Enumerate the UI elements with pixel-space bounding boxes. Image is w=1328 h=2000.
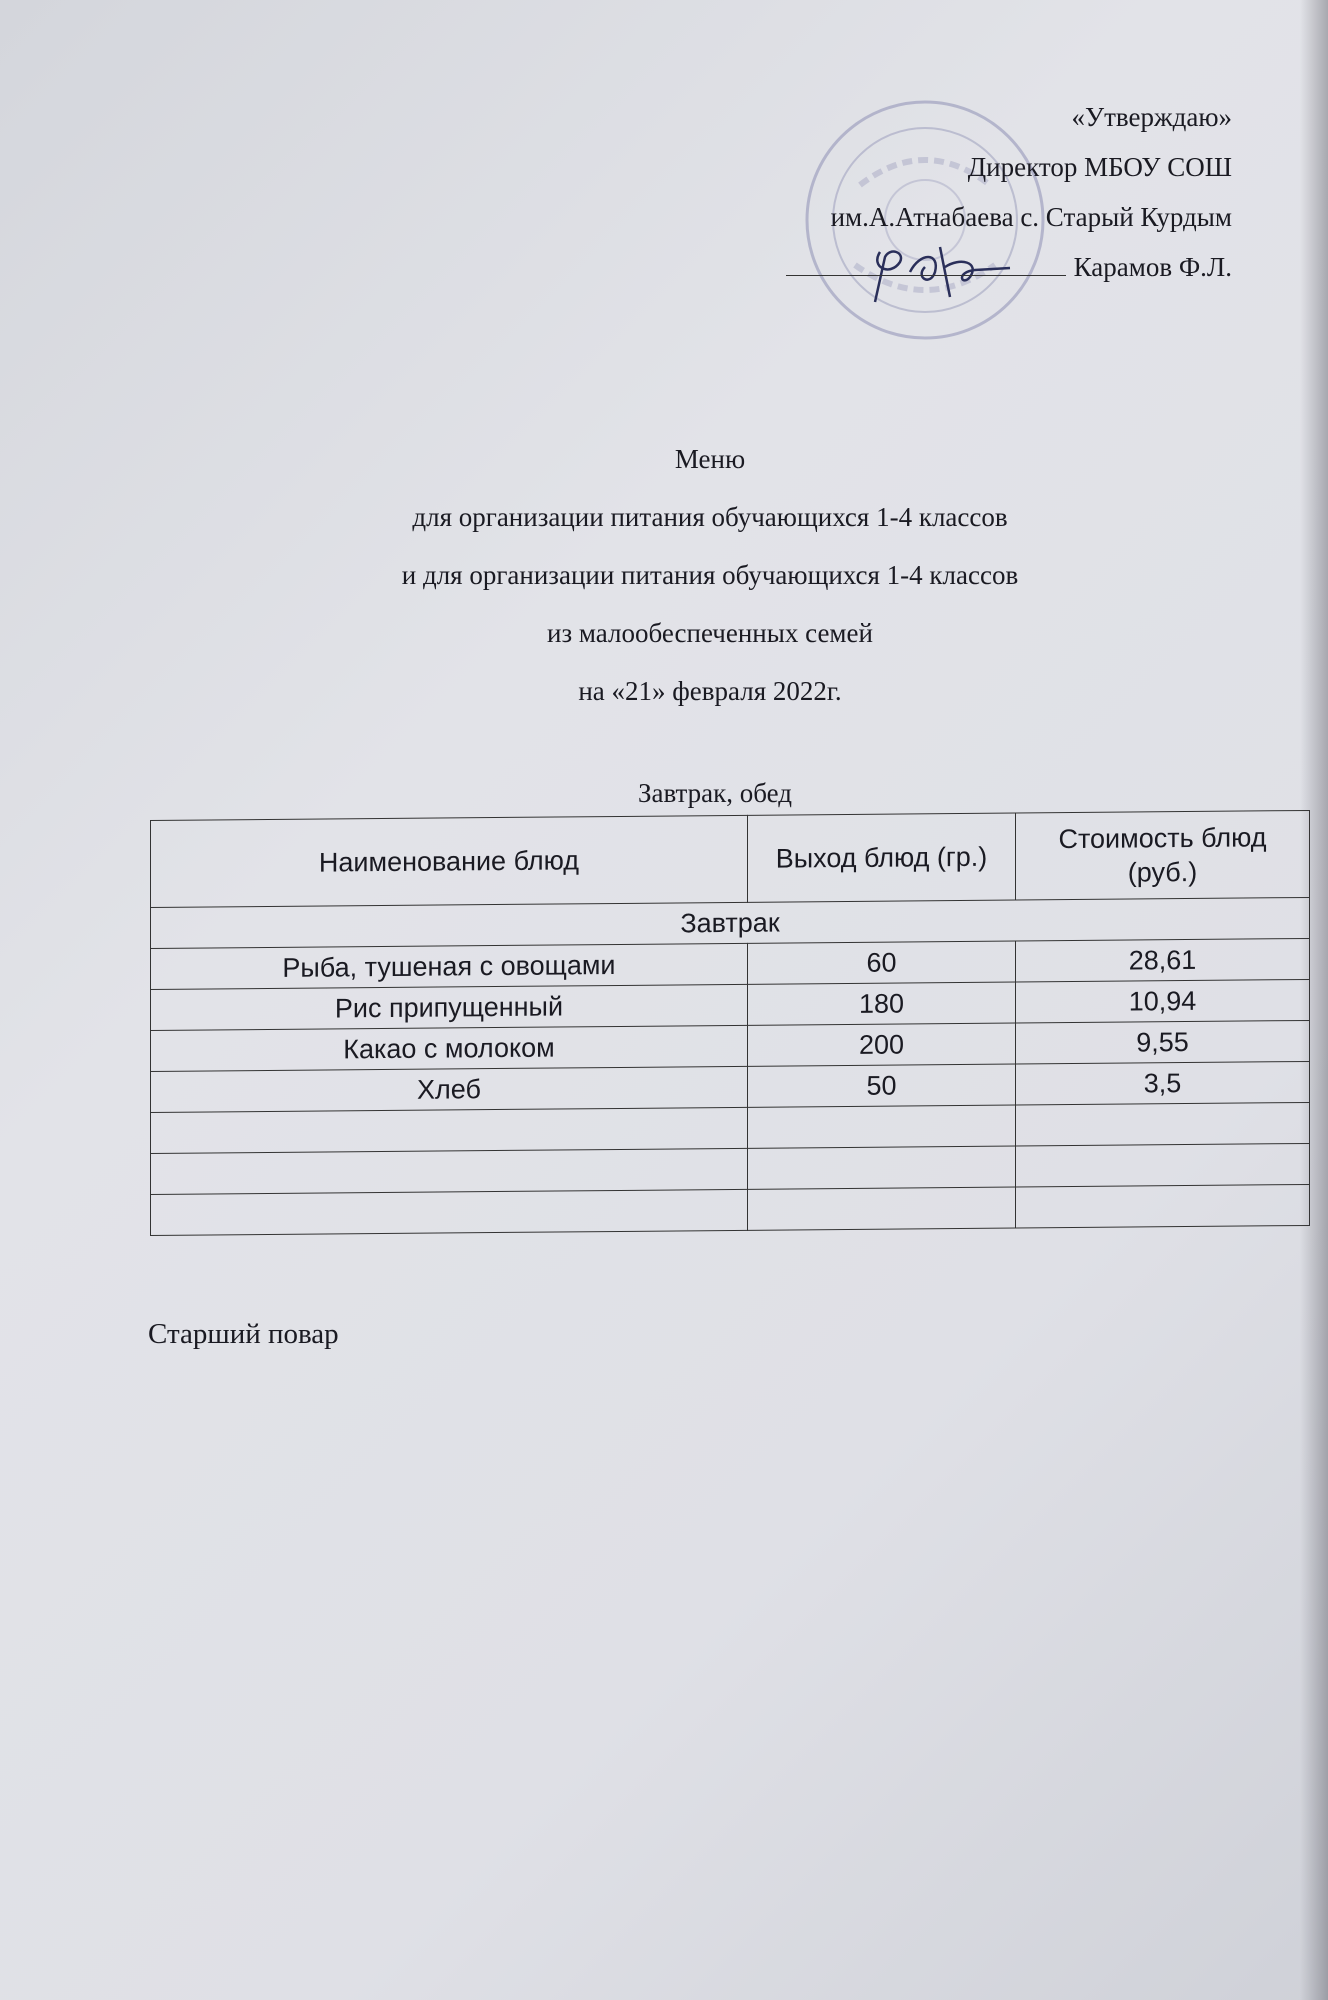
cell-cost: [1016, 1184, 1310, 1228]
title-line-4: из малообеспеченных семей: [547, 618, 873, 648]
chief-cook-label: Старший повар: [148, 1318, 339, 1350]
approval-signature-row: [632, 242, 1232, 292]
title-line-2: для организации питания обучающихся 1-4 классов: [412, 502, 1008, 532]
menu-table: [150, 810, 1310, 1236]
menu-title-block: [120, 430, 1300, 720]
approval-position: Директор МБОУ СОШ: [967, 152, 1232, 182]
cell-dish: Рис припущенный: [151, 984, 748, 1030]
title-line-1: Меню: [674, 444, 746, 474]
cell-dish: Хлеб: [151, 1066, 748, 1112]
header-dish-name: Наименование блюд: [151, 815, 748, 907]
cell-yield: 50: [747, 1064, 1015, 1107]
cell-cost: 9,55: [1016, 1020, 1310, 1064]
cell-yield: [747, 1146, 1015, 1189]
approval-block: [632, 92, 1232, 292]
cell-yield: 60: [747, 941, 1015, 984]
header-cost: Стоимость блюд (руб.): [1016, 810, 1310, 900]
approval-heading: «Утверждаю»: [1071, 102, 1232, 132]
cell-dish: Какао с молоком: [151, 1025, 748, 1071]
cell-yield: [747, 1105, 1015, 1148]
cell-dish: [151, 1107, 748, 1153]
cell-dish: Рыба, тушеная с овощами: [151, 943, 748, 989]
cell-yield: 200: [747, 1023, 1015, 1066]
section-title: Завтрак, обед: [637, 778, 793, 808]
table-header-row: [151, 810, 1310, 907]
cell-yield: 180: [747, 982, 1015, 1025]
cell-cost: [1016, 1102, 1310, 1146]
signature-line: [786, 257, 1066, 276]
cell-cost: 28,61: [1016, 938, 1310, 982]
group-breakfast: Завтрак: [151, 897, 1310, 948]
cell-yield: [747, 1187, 1015, 1230]
cell-cost: 3,5: [1016, 1061, 1310, 1105]
approval-school: им.А.Атнабаева с. Старый Курдым: [830, 202, 1232, 232]
paper-edge-shadow: [1300, 0, 1328, 2000]
cell-cost: [1016, 1143, 1310, 1187]
approval-director: Карамов Ф.Л.: [1073, 252, 1232, 282]
cell-dish: [151, 1148, 748, 1194]
header-yield: Выход блюд (гр.): [747, 813, 1015, 902]
table-row: [151, 1184, 1310, 1235]
title-line-3: и для организации питания обучающихся 1-4 классов: [401, 560, 1019, 590]
title-line-5: на «21» февраля 2022г.: [578, 676, 842, 706]
cell-cost: 10,94: [1016, 979, 1310, 1023]
cell-dish: [151, 1189, 748, 1235]
